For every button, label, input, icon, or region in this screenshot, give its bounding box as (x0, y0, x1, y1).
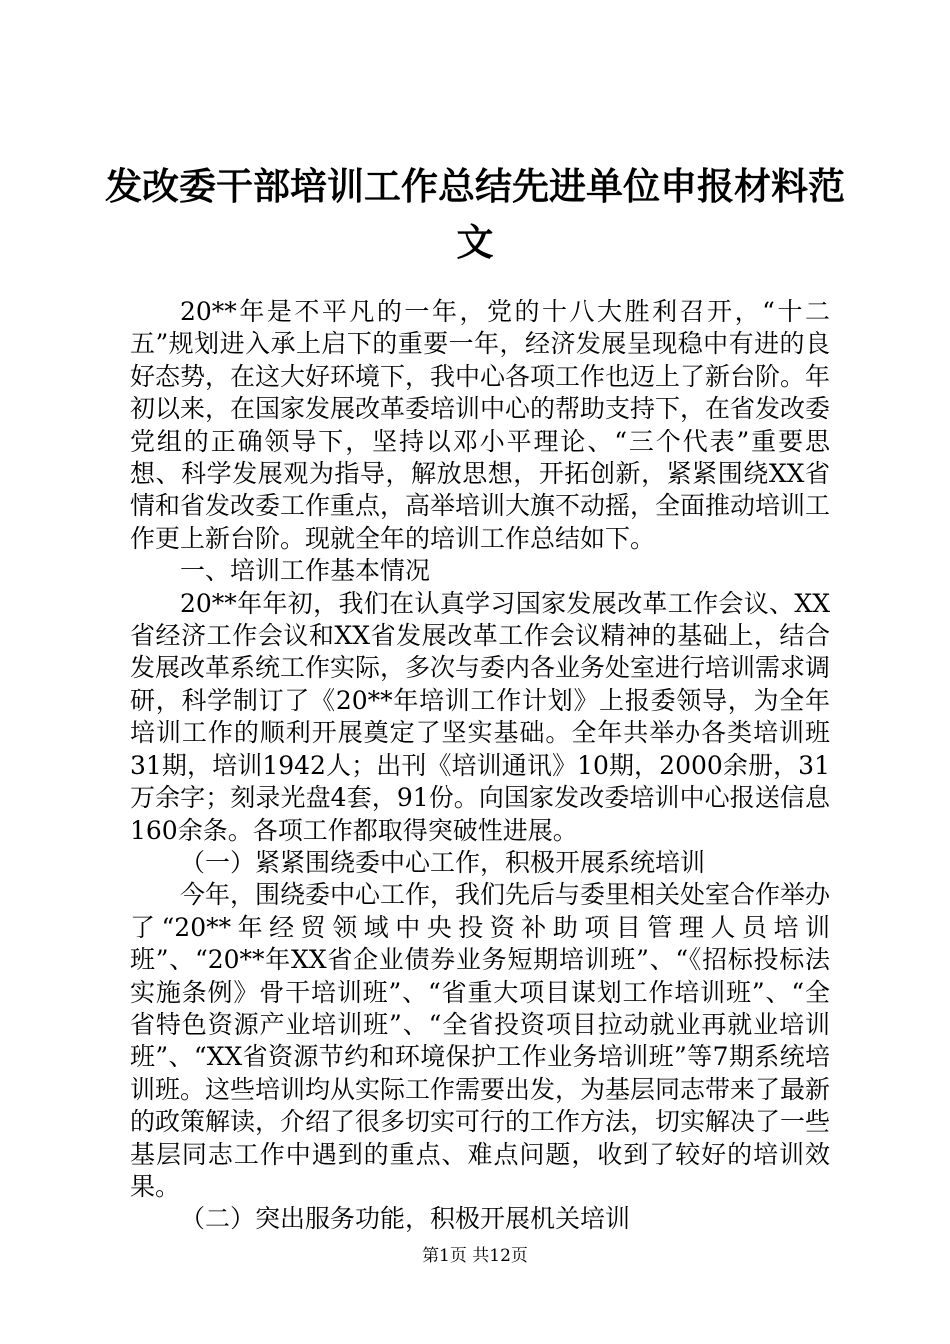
intro-paragraph: 20**年是不平凡的一年，党的十八大胜利召开，“十二五”规划进入承上启下的重要一年，经济发展呈现稳中有进的良好态势，在这大好环境下，我中心各项工作也迈上了新台阶。年初以来，在国家发展改革委培训中心的帮助支持下，在省发改委党组的正确领导下，坚持以邓小平理论、“三个代表”重要思想、科学发展观为指导，解放思想，开拓创新，紧紧围绕XX省情和省发改委工作重点，高举培训大旗不动摇，全面推动培训工作更上新台阶。现就全年的培训工作总结如下。 (130, 297, 831, 553)
document-title (0, 158, 950, 270)
title-line-1: 发改委干部培训工作总结先进单位申报材料范 (105, 164, 845, 208)
subsection-1-paragraph: 今年，围绕委中心工作，我们先后与委里相关处室合作举办了“20**年经贸领域中央投资补助项目管理人员培训班”、“20**年XX省企业债券业务短期培训班”、“《招标投标法实施条例》骨干培训班”、“省重大项目谋划工作培训班”、“全省特色资源产业培训班”、“全省投资项目拉动就业再就业培训班”、“XX省资源节约和环境保护工作业务培训班”等7期系统培训班。这些培训均从实际工作需要出发，为基层同志带来了最新的政策解读，介绍了很多切实可行的工作方法，切实解决了一些基层同志工作中遇到的重点、难点问题，收到了较好的培训效果。 (130, 880, 831, 1201)
subsection-heading-1: （一）紧紧围绕委中心工作，积极开展系统培训 (180, 847, 706, 877)
subsection-heading-2: （二）突出服务功能，积极开展机关培训 (180, 1204, 631, 1234)
section-1-paragraph: 20**年年初，我们在认真学习国家发展改革工作会议、XX省经济工作会议和XX省发展改革工作会议精神的基础上，结合发展改革系统工作实际，多次与委内各业务处室进行培训需求调研，科学制订了《20**年培训工作计划》上报委领导，为全年培训工作的顺利开展奠定了坚实基础。全年共举办各类培训班31期，培训1942人；出刊《培训通讯》10期，2000余册，31万余字；刻录光盘4套，91份。向国家发改委培训中心报送信息160余条。各项工作都取得突破性进展。 (130, 588, 831, 845)
document-body (130, 296, 830, 1236)
title-line-2: 文 (456, 220, 494, 264)
page-number-footer: 第1页 共12页 (422, 1246, 528, 1266)
section-heading-1: 一、培训工作基本情况 (180, 556, 431, 586)
